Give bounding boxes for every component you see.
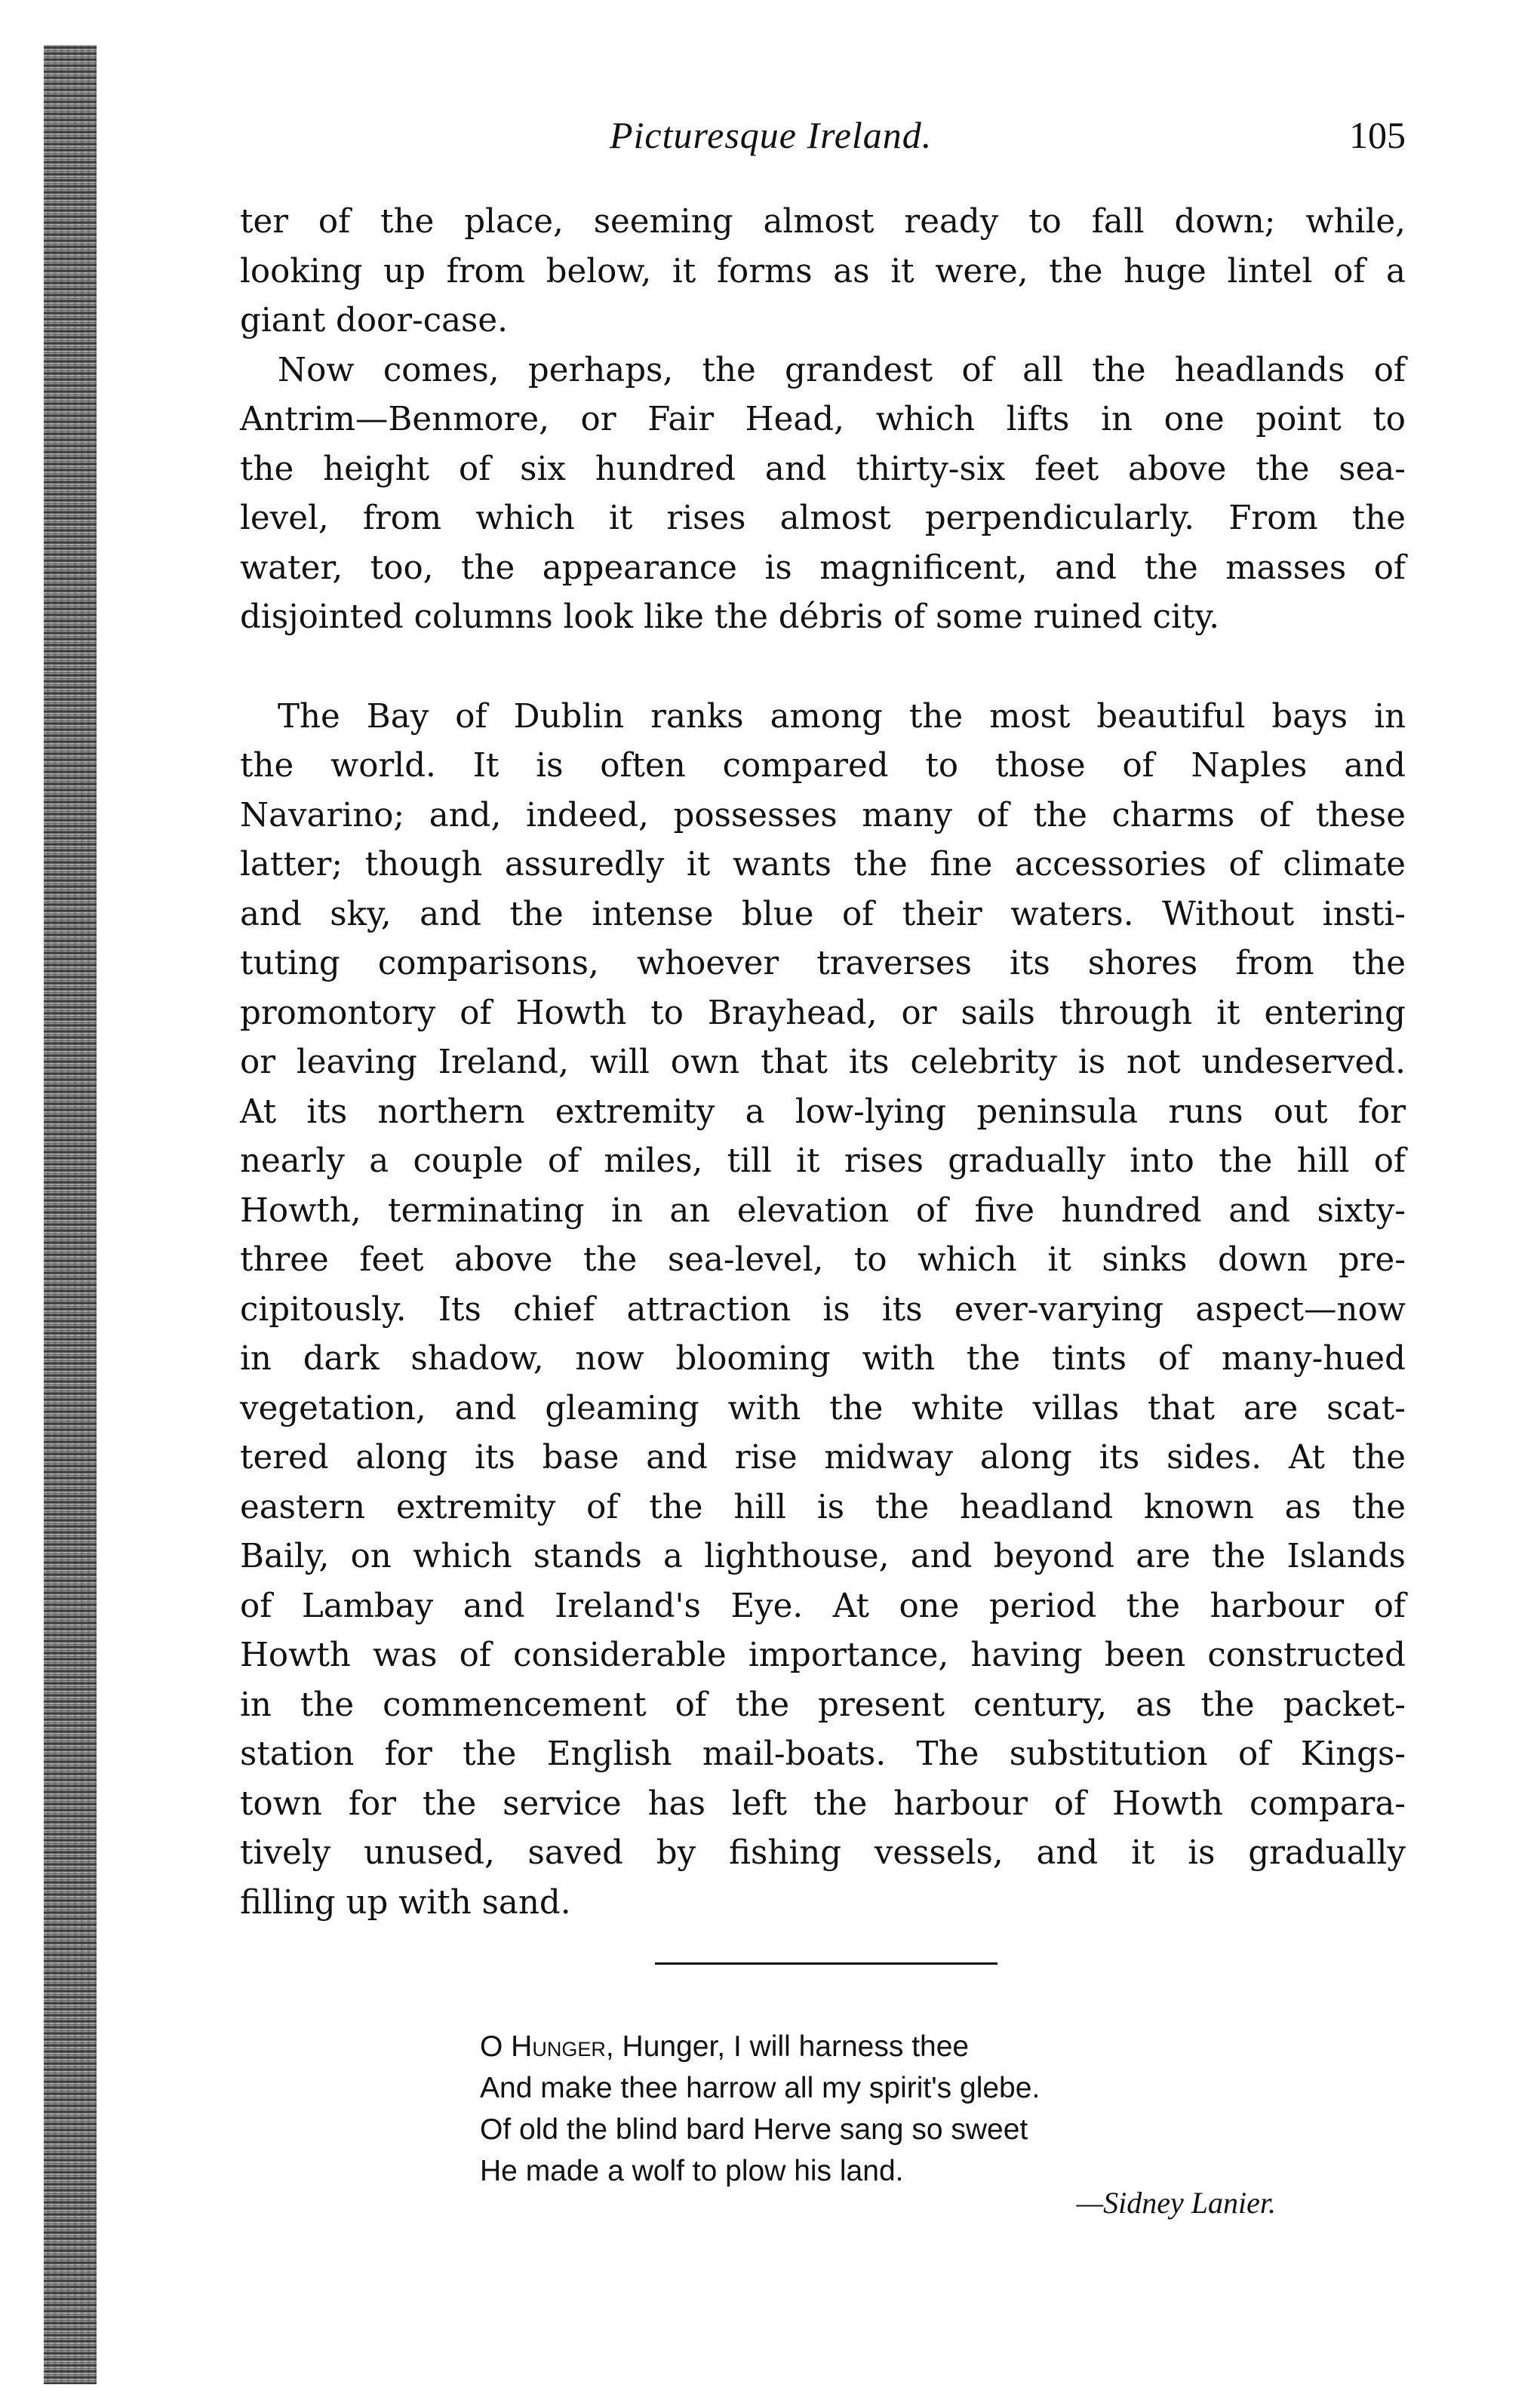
text-line: tered along its base and rise midway along its sides. At the	[240, 1439, 1406, 1477]
text-line: Antrim—Benmore, or Fair Head, which lifts in one point to	[240, 401, 1406, 438]
text-line: Howth was of considerable importance, having been constructed	[240, 1637, 1406, 1674]
poem-line	[480, 2026, 1310, 2067]
running-head	[240, 113, 1406, 166]
text-line: level, from which it rises almost perpendicularly. From the	[240, 499, 1406, 537]
text-line: Baily, on which stands a lighthouse, and beyond are the Islands	[240, 1538, 1406, 1575]
text-line: Now comes, perhaps, the grandest of all the headlands of	[278, 351, 1406, 389]
text-line: At its northern extremity a low-lying peninsula runs out for	[240, 1093, 1406, 1131]
poem-attribution: —Sidney Lanier.	[1076, 2186, 1276, 2220]
text-line: giant door-case.	[240, 302, 508, 340]
page-number: 105	[1349, 114, 1406, 156]
text-line: the world. It is often compared to those of Naples and	[240, 747, 1406, 785]
running-title: Picturesque Ireland.	[610, 114, 933, 156]
paragraph-gap	[240, 643, 1406, 693]
text-line: or leaving Ireland, will own that its celebrity is not undeserved.	[240, 1043, 1406, 1081]
epigraph-poem	[480, 2026, 1310, 2192]
text-line: looking up from below, it forms as it were, the huge lintel of a	[240, 252, 1406, 290]
text-line: three feet above the sea-level, to which it sinks down pre-	[240, 1241, 1406, 1279]
text-line: cipitously. Its chief attraction is its ever-varying aspect—now	[240, 1290, 1406, 1329]
text-line: in the commencement of the present century, as the packet-	[240, 1686, 1406, 1724]
text-line: tively unused, saved by fishing vessels, and it is gradually	[240, 1834, 1406, 1872]
body-text	[240, 198, 1406, 1928]
text-line: disjointed columns look like the débris of some ruined city.	[240, 598, 1220, 636]
text-line: Howth, terminating in an elevation of five hundred and sixty-	[240, 1191, 1406, 1230]
text-line: filling up with sand.	[240, 1883, 571, 1922]
text-line: in dark shadow, now blooming with the tints of many-hued	[240, 1340, 1406, 1378]
text-line: promontory of Howth to Brayhead, or sails through it entering	[240, 994, 1406, 1032]
text-line: vegetation, and gleaming with the white villas that are scat-	[240, 1389, 1406, 1428]
text-line: of Lambay and Ireland's Eye. At one period the harbour of	[240, 1587, 1406, 1625]
text-line: eastern extremity of the hill is the headland known as the	[240, 1488, 1406, 1526]
text-line: water, too, the appearance is magnificent, and the masses of	[240, 549, 1406, 587]
poem-line: Of old the blind bard Herve sang so sweet	[480, 2113, 1028, 2146]
section-divider	[655, 1962, 997, 1965]
text-line: town for the service has left the harbour of Howth compara-	[240, 1784, 1406, 1823]
text-line: tuting comparisons, whoever traverses its shores from the	[240, 945, 1406, 982]
text-line: Navarino; and, indeed, possesses many of the charms of these	[240, 796, 1406, 834]
text-line: The Bay of Dublin ranks among the most beautiful bays in	[278, 697, 1406, 736]
poem-first-words: O Hunger,	[480, 2030, 614, 2063]
book-spine-edge	[44, 45, 97, 2384]
text-line: nearly a couple of miles, till it rises gradually into the hill of	[240, 1142, 1406, 1180]
text-line: ter of the place, seeming almost ready to fall down; while,	[240, 203, 1406, 241]
text-line: and sky, and the intense blue of their waters. Without insti-	[240, 895, 1406, 933]
poem-line: And make thee harrow all my spirit's glebe.	[480, 2072, 1040, 2104]
poem-line-rest: Hunger, I will harness thee	[613, 2030, 970, 2063]
text-line: latter; though assuredly it wants the fine accessories of climate	[240, 846, 1406, 884]
poem-line: He made a wolf to plow his land.	[480, 2155, 904, 2187]
text-line: station for the English mail-boats. The substitution of Kings-	[240, 1735, 1406, 1773]
text-line: the height of six hundred and thirty-six feet above the sea-	[240, 450, 1406, 488]
